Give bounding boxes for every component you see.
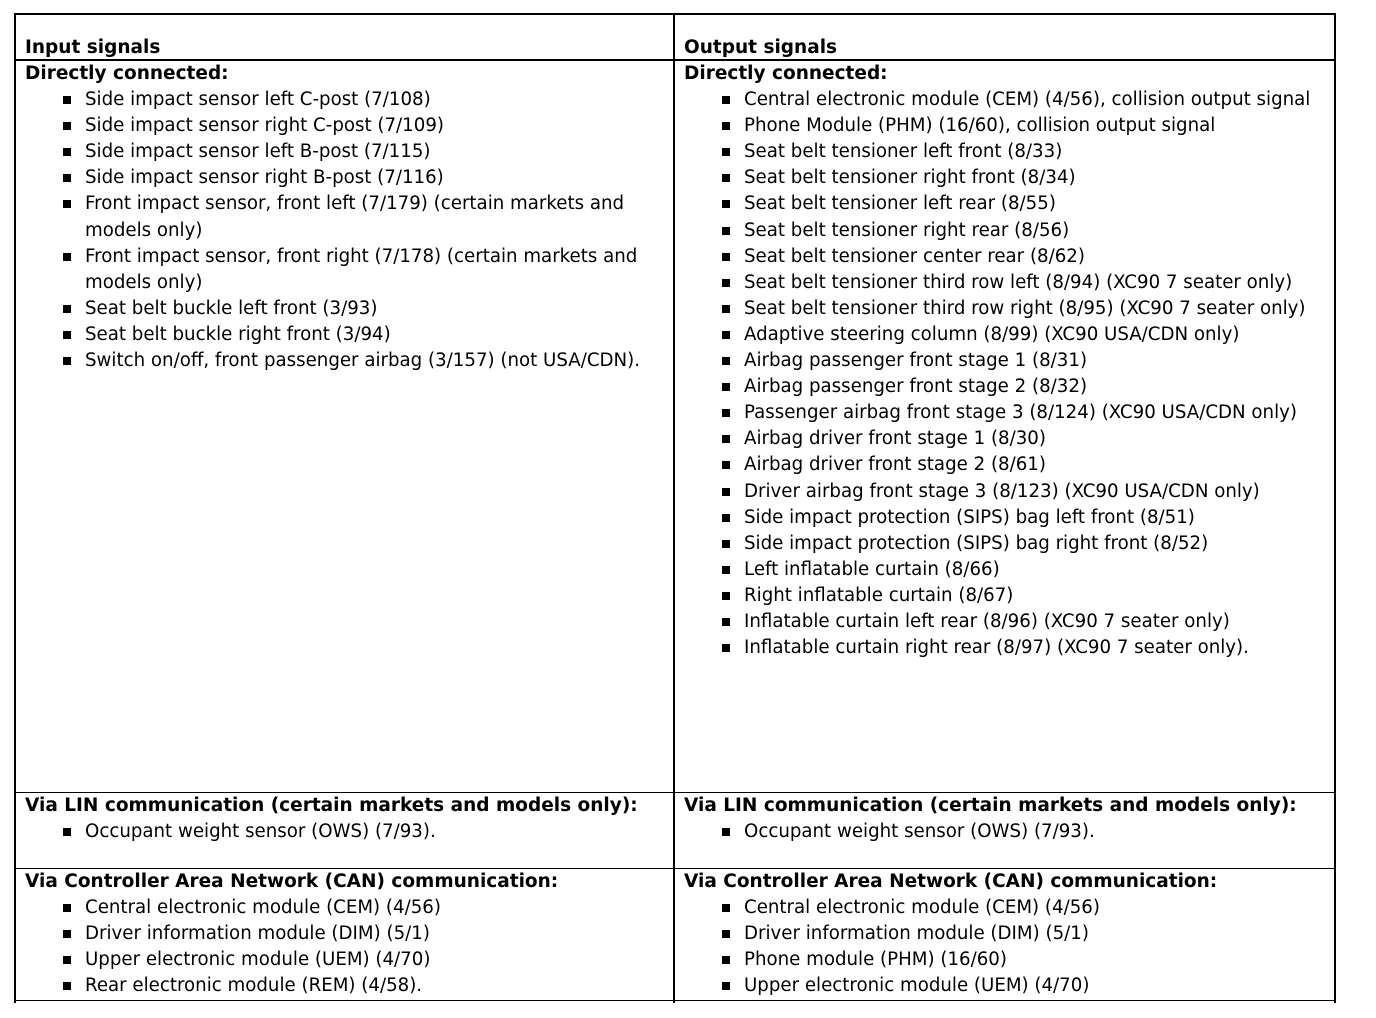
list-item: Seat belt tensioner third row right (8/95) (XC90 7 seater only) — [684, 296, 1324, 322]
list-item: Left inflatable curtain (8/66) — [684, 557, 1324, 583]
output-can-cell — [684, 869, 1324, 999]
list-item: Driver information module (DIM) (5/1) — [684, 921, 1324, 947]
input-lin-cell — [25, 793, 665, 845]
input-can-list — [25, 895, 665, 999]
list-item: Seat belt tensioner right rear (8/56) — [684, 218, 1324, 244]
table-left-border — [14, 13, 16, 1003]
table-bottom-border — [14, 1000, 1336, 1001]
list-item: Driver airbag front stage 3 (8/123) (XC90 USA/CDN only) — [684, 479, 1324, 505]
list-item: Seat belt buckle right front (3/94) — [25, 322, 665, 348]
list-item: Passenger airbag front stage 3 (8/124) (XC90 USA/CDN only) — [684, 400, 1324, 426]
list-item: Side impact sensor left B-post (7/115) — [25, 139, 665, 165]
list-item: Airbag passenger front stage 2 (8/32) — [684, 374, 1324, 400]
section-title: Via Controller Area Network (CAN) communication: — [25, 871, 559, 892]
list-item: Occupant weight sensor (OWS) (7/93). — [684, 819, 1324, 845]
list-item: Switch on/off, front passenger airbag (3/157) (not USA/CDN). — [25, 348, 665, 374]
list-item: Upper electronic module (UEM) (4/70) — [684, 973, 1324, 999]
list-item: Side impact sensor left C-post (7/108) — [25, 87, 665, 113]
list-item: Upper electronic module (UEM) (4/70) — [25, 947, 665, 973]
section-title: Via LIN communication (certain markets and models only): — [684, 795, 1297, 816]
list-item: Front impact sensor, front right (7/178) (certain markets and models only) — [25, 244, 665, 296]
list-item: Central electronic module (CEM) (4/56) — [684, 895, 1324, 921]
list-item: Occupant weight sensor (OWS) (7/93). — [25, 819, 665, 845]
output-lin-list — [684, 819, 1324, 845]
output-can-list — [684, 895, 1324, 999]
list-item: Front impact sensor, front left (7/179) (certain markets and models only) — [25, 191, 665, 243]
output-signals-header: Output signals — [684, 37, 838, 58]
list-item: Seat belt tensioner third row left (8/94) (XC90 7 seater only) — [684, 270, 1324, 296]
column-divider — [673, 13, 675, 1003]
output-lin-cell — [684, 793, 1324, 845]
output-directly-connected-cell — [684, 61, 1324, 661]
list-item: Seat belt tensioner left front (8/33) — [684, 139, 1324, 165]
list-item: Airbag driver front stage 1 (8/30) — [684, 426, 1324, 452]
list-item: Central electronic module (CEM) (4/56) — [25, 895, 665, 921]
list-item: Side impact sensor right B-post (7/116) — [25, 165, 665, 191]
section-title: Directly connected: — [25, 63, 229, 84]
list-item: Right inflatable curtain (8/67) — [684, 583, 1324, 609]
section-title: Via Controller Area Network (CAN) communication: — [684, 871, 1218, 892]
section-title: Via LIN communication (certain markets and models only): — [25, 795, 638, 816]
list-item: Phone Module (PHM) (16/60), collision output signal — [684, 113, 1324, 139]
list-item: Inflatable curtain right rear (8/97) (XC90 7 seater only). — [684, 635, 1324, 661]
list-item: Seat belt tensioner center rear (8/62) — [684, 244, 1324, 270]
list-item: Adaptive steering column (8/99) (XC90 USA/CDN only) — [684, 322, 1324, 348]
list-item: Airbag passenger front stage 1 (8/31) — [684, 348, 1324, 374]
input-lin-list — [25, 819, 665, 845]
input-signals-header: Input signals — [25, 37, 161, 58]
list-item: Side impact protection (SIPS) bag left front (8/51) — [684, 505, 1324, 531]
list-item: Phone module (PHM) (16/60) — [684, 947, 1324, 973]
list-item: Seat belt tensioner right front (8/34) — [684, 165, 1324, 191]
list-item: Driver information module (DIM) (5/1) — [25, 921, 665, 947]
output-directly-connected-list — [684, 87, 1324, 661]
list-item: Side impact sensor right C-post (7/109) — [25, 113, 665, 139]
input-directly-connected-list — [25, 87, 665, 374]
section-title: Directly connected: — [684, 63, 888, 84]
input-can-cell — [25, 869, 665, 999]
list-item: Seat belt tensioner left rear (8/55) — [684, 191, 1324, 217]
list-item: Inflatable curtain left rear (8/96) (XC90 7 seater only) — [684, 609, 1324, 635]
list-item: Central electronic module (CEM) (4/56), collision output signal — [684, 87, 1324, 113]
list-item: Rear electronic module (REM) (4/58). — [25, 973, 665, 999]
list-item: Side impact protection (SIPS) bag right front (8/52) — [684, 531, 1324, 557]
list-item: Airbag driver front stage 2 (8/61) — [684, 452, 1324, 478]
list-item: Seat belt buckle left front (3/93) — [25, 296, 665, 322]
input-directly-connected-cell — [25, 61, 665, 374]
